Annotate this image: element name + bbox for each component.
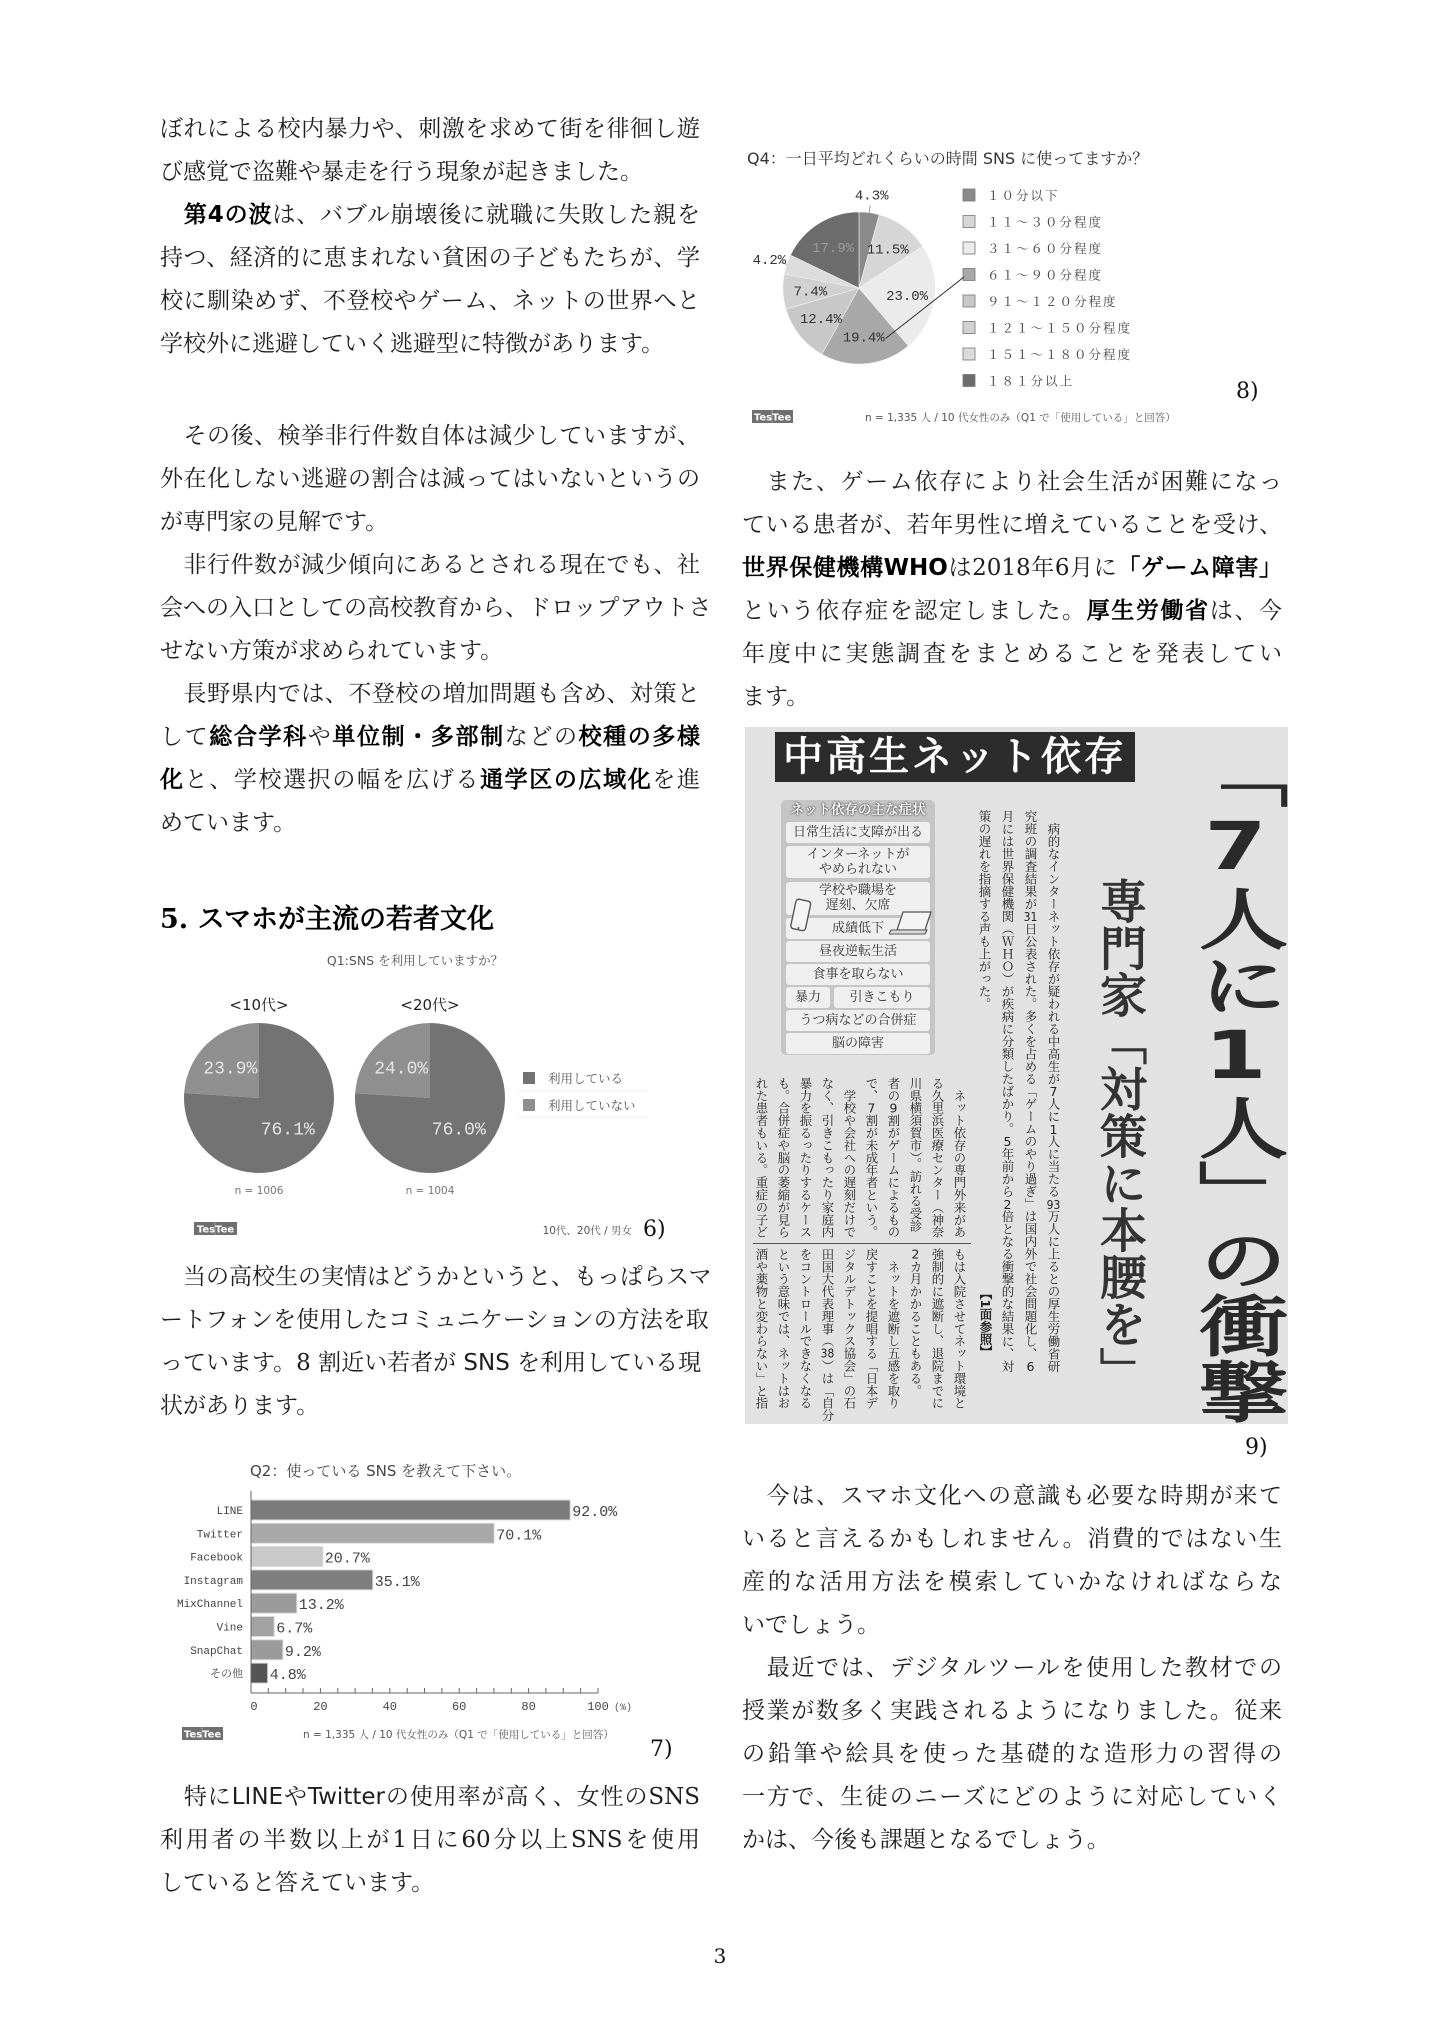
bar	[251, 1570, 373, 1590]
value-label: 35.1%	[374, 1573, 420, 1591]
symptom-item: 学校や職場を 遅刻、欠席	[786, 882, 930, 915]
legend-label: １５１～１８０分程度	[987, 347, 1133, 362]
text-run: 持つ、経済的に恵まれない貧困の子どもたちが、学	[160, 245, 700, 271]
text-line	[742, 633, 1282, 676]
text-run: の使用率が高く、女性のSNS	[384, 1784, 700, 1810]
slice-label: 76.0%	[431, 1120, 486, 1141]
text-run: 月には世界保健機関（ＷＨＯ）が疾病に分類したばかり。	[1000, 810, 1015, 1135]
text-run: また、ゲーム依存により社会生活が困難になっ	[742, 469, 1282, 495]
symptom-item: 食事を取らない	[786, 964, 930, 985]
symptom-item: 成績低下	[786, 918, 930, 939]
slice-label: 4.3%	[854, 188, 889, 205]
text-line	[742, 1561, 1282, 1604]
text-run: は2018年6月に	[947, 555, 1118, 581]
text-run: 外在化しない逃避の割合は減ってはいないというの	[160, 466, 700, 492]
text-run: や	[283, 1784, 308, 1810]
sample-size-20s: n = 1004	[405, 1185, 455, 1197]
text-run: 今は、スマホ文化への意識も必要な時期が来て	[742, 1483, 1282, 1509]
text-run: 策の遅れを指摘する声も上がった。	[977, 810, 992, 1010]
text-run: で、	[864, 1077, 879, 1102]
article-body-upper-tier	[750, 1077, 970, 1245]
legend-swatch-not-using	[523, 1099, 535, 1111]
body-text-block-smartphone-communication	[160, 1256, 712, 1428]
category-label: Instagram	[183, 1575, 243, 1588]
newspaper-column	[904, 1077, 926, 1232]
text-run: 万人に上るとの厚生労働省研	[1046, 1210, 1061, 1373]
text-line	[160, 323, 700, 366]
legend-swatch	[963, 269, 975, 281]
text-run: 年度中に実態調査をまとめることを発表してい	[742, 641, 1282, 667]
body-text-block-gaming-disorder	[742, 461, 1282, 719]
slice-label: 7.4%	[793, 284, 828, 301]
newspaper-column	[996, 810, 1019, 1373]
legend-swatch	[963, 375, 975, 387]
legend-label: １０分以下	[987, 188, 1060, 203]
newspaper-clipping	[745, 727, 1288, 1424]
chart-footnote: 10代、20代 / 男女	[542, 1225, 632, 1237]
newspaper-column	[794, 1077, 816, 1238]
text-run: 状があります。	[160, 1393, 320, 1419]
source-logo-text: TesTee	[183, 1729, 222, 1741]
citation-mark-9: 9)	[1245, 1435, 1268, 1460]
chart-title: Q1:SNS を利用していますか？	[326, 953, 504, 968]
x-tick-label: 60	[451, 1700, 467, 1714]
tier-divider	[753, 1243, 971, 1244]
text-run: れた患者もいる。重症の子ど	[754, 1077, 769, 1239]
bar-group	[177, 1491, 632, 1714]
bar	[251, 1547, 323, 1567]
text-run: び感覚で盗難や暴走を行う現象が起きました。	[160, 159, 643, 185]
text-line	[160, 759, 700, 802]
legend-label: １１～３０分程度	[987, 214, 1104, 230]
newspaper-column	[816, 1077, 838, 1238]
legend-label: １２１～１５０分程度	[987, 320, 1133, 336]
label-leader-line	[869, 205, 870, 213]
value-label: 6.7%	[276, 1620, 313, 1638]
smartphone-icon	[789, 898, 813, 934]
newspaper-column	[1042, 810, 1065, 1373]
legend-label: １８１分以上	[987, 373, 1075, 389]
text-run: その後、検挙非行件数自体は減少していますが、	[160, 423, 700, 449]
text-line	[160, 151, 700, 194]
text-run: 究班の調査結果が	[1023, 810, 1038, 910]
newspaper-column	[860, 1077, 882, 1238]
bar	[251, 1663, 268, 1683]
body-text-block-juvenile-waves	[160, 108, 700, 366]
text-run: 9	[889, 1101, 898, 1115]
category-label: その他	[210, 1669, 243, 1682]
text-line	[160, 280, 700, 323]
legend-label: ９１～１２０分程度	[987, 294, 1118, 309]
text-line	[742, 1475, 1282, 1518]
laptop-screen	[897, 912, 931, 930]
slice-label: 23.0%	[886, 288, 929, 305]
bar	[251, 1500, 570, 1520]
text-run: ネットを遮断し五感を取り	[886, 1248, 901, 1410]
legend-swatch	[963, 322, 975, 334]
slice-label: 12.4%	[799, 312, 842, 329]
text-run: 割が未成年者という。	[864, 1114, 879, 1239]
legend-label: ６１～９０分程度	[987, 267, 1104, 283]
newspaper-column	[838, 1248, 860, 1409]
chart-title: Q2：使っている SNS を教えて下さい。	[250, 1462, 522, 1480]
text-run: 年前から	[1000, 1147, 1015, 1198]
text-run: 学校外に逃避していく逃避型に特徴があります。	[160, 331, 665, 357]
text-line	[160, 1256, 712, 1299]
value-label: 13.2%	[298, 1597, 344, 1615]
article-body-lower-tier	[750, 1248, 970, 1422]
panel-label-10s: <10代>	[229, 996, 289, 1014]
citation-mark-6: 6)	[643, 1217, 666, 1242]
text-line	[160, 1862, 700, 1905]
body-text-block-digital-tools	[742, 1475, 1282, 1862]
text-run: という依存症を認定しました。	[742, 598, 1087, 624]
bar	[251, 1617, 274, 1637]
value-label: 70.1%	[496, 1527, 542, 1545]
text-run: なく、引きこもったり家庭内	[820, 1077, 835, 1239]
value-label: 92.0%	[572, 1504, 618, 1521]
bar	[251, 1640, 283, 1660]
article-headline: 「7人に1人」の衝撃	[1183, 742, 1288, 1424]
text-run: ートフォンを使用したコミュニケーションの方法を取	[160, 1307, 709, 1333]
text-line	[160, 1299, 709, 1342]
category-label: Facebook	[190, 1552, 243, 1565]
text-run: 31	[1023, 910, 1038, 923]
text-line	[742, 1647, 1282, 1690]
text-run: 川県横須賀市）。訪れる受診	[908, 1077, 923, 1232]
bar	[251, 1593, 297, 1613]
text-run: 6	[1026, 1360, 1035, 1373]
symptom-item: 暴力	[786, 987, 830, 1008]
phone-button	[798, 927, 800, 929]
newspaper-column	[882, 1248, 904, 1409]
latin-term: LINE	[231, 1784, 284, 1810]
pie-group	[184, 1023, 505, 1173]
text-run: カ月かかることもある。	[908, 1260, 923, 1397]
text-line	[160, 802, 700, 845]
text-run: 7	[867, 1101, 876, 1115]
text-line	[742, 590, 1282, 633]
slice-label: 11.5%	[866, 242, 909, 259]
text-line	[160, 630, 700, 673]
value-label: 20.7%	[324, 1550, 370, 1568]
text-line	[742, 1604, 1282, 1647]
bold-term: 校種の多様	[578, 724, 701, 750]
text-run: ている患者が、若年男性に増えていることを受け、	[742, 512, 1282, 538]
sample-size-10s: n = 1006	[234, 1185, 284, 1197]
bold-term: 厚生労働省	[1086, 598, 1210, 624]
text-run: 当の高校生の実情はどうかというと、もっぱらスマ	[160, 1264, 712, 1290]
text-run: 暴力を振るったりするケース	[798, 1077, 813, 1239]
text-run: 38	[820, 1347, 835, 1360]
text-run: 最近では、デジタルツールを使用した教材での	[742, 1655, 1282, 1681]
source-logo-text: TesTee	[196, 1224, 235, 1236]
text-run: 人に当たる	[1046, 1135, 1061, 1198]
symptom-box	[781, 800, 935, 1055]
newspaper-column	[838, 1077, 860, 1238]
text-run: を進	[652, 767, 701, 793]
x-tick-label: 40	[382, 1700, 398, 1714]
text-run: 酒や薬物と変わらない」と指	[754, 1248, 769, 1410]
text-run: いると言えるかもしれません。消費的ではない生	[742, 1526, 1282, 1552]
text-line	[742, 1819, 1282, 1862]
text-run: 者の	[886, 1077, 901, 1102]
page-number: 3	[713, 1944, 727, 1968]
text-run: ぼれによる校内暴力や、刺激を求めて街を徘徊し遊	[160, 116, 700, 142]
text-line	[160, 587, 712, 630]
newspaper-column	[1019, 810, 1042, 1373]
category-label: LINE	[216, 1506, 243, 1518]
symptom-item: インターネットが やめられない	[786, 846, 930, 878]
text-run: して	[160, 724, 210, 750]
newspaper-column	[948, 1248, 970, 1409]
symptom-item: 脳の障害	[786, 1033, 930, 1054]
q4-daily-sns-time-pie-chart	[740, 140, 1285, 430]
legend-swatch	[963, 295, 975, 307]
symptom-item: 昼夜逆転生活	[786, 941, 930, 962]
text-run: 2	[1003, 1197, 1012, 1210]
newspaper-column	[750, 1077, 772, 1238]
text-run: 2	[911, 1248, 920, 1261]
newspaper-column	[948, 1077, 970, 1238]
legend-swatch	[963, 189, 975, 201]
text-line	[160, 716, 700, 759]
text-run: 1	[1049, 1122, 1058, 1135]
text-run: が専門家の見解です。	[160, 509, 389, 535]
newspaper-column	[926, 1248, 948, 1409]
text-run: 人に	[1046, 1097, 1061, 1123]
text-line	[160, 458, 700, 501]
x-tick-label: 80	[521, 1700, 536, 1714]
x-tick-label: 20	[313, 1700, 328, 1714]
text-run: かは、今後も課題となるでしょう。	[742, 1827, 1110, 1853]
text-run: 93	[1046, 1197, 1061, 1210]
value-label: 4.8%	[269, 1667, 306, 1685]
text-line	[160, 501, 700, 544]
text-run: 戻すことを提唱する「日本デ	[864, 1248, 879, 1410]
bold-term: 通学区の広域化	[480, 767, 653, 793]
x-tick-label: 0	[250, 1700, 258, 1714]
pie-group	[753, 188, 1132, 389]
newspaper-column	[860, 1248, 882, 1409]
text-run: 7	[1049, 1085, 1058, 1098]
text-run: や	[307, 724, 333, 750]
value-label: 9.2%	[284, 1643, 321, 1661]
text-run: 日公表された。多くを占める「ゲームのやり過ぎ」は国内外で社会問題化し、	[1023, 922, 1038, 1360]
bold-term: 第4の波	[183, 202, 273, 228]
chart-footnote: n = 1,335 人 / 10 代女性のみ（Q1 で「使用している」と回答）	[865, 412, 1176, 424]
bold-term: 単位制・多部制	[332, 724, 505, 750]
text-run: 倍となる衝撃的な結果に、対	[1000, 1210, 1015, 1373]
category-label: SnapChat	[190, 1645, 243, 1658]
text-line	[160, 1819, 700, 1862]
text-line	[742, 547, 1282, 590]
newspaper-column	[772, 1077, 794, 1238]
legend-swatch	[963, 242, 975, 254]
text-run: る久里浜医療センター（神奈	[930, 1077, 945, 1239]
bold-term: 化	[160, 767, 185, 793]
newspaper-column	[882, 1077, 904, 1238]
text-run: ジタルデトックス協会」の石	[842, 1248, 857, 1410]
x-axis-unit: (%)	[614, 1703, 633, 1714]
text-run: ）は「自分	[820, 1359, 835, 1422]
text-line	[160, 1385, 700, 1428]
text-run: ネット依存の専門外来があ	[952, 1077, 967, 1239]
bar	[251, 1523, 494, 1543]
text-run: をコントロールできなくなる	[798, 1248, 813, 1410]
q2-sns-services-bar-chart	[176, 1455, 700, 1750]
source-logo-text: TesTee	[753, 412, 792, 424]
section-heading: 5. スマホが主流の若者文化	[160, 904, 495, 935]
text-line	[160, 108, 700, 151]
legend-label-using: 利用している	[548, 1071, 624, 1086]
x-tick-label: 100	[587, 1700, 609, 1714]
chart-footnote: n = 1,335 人 / 10 代女性のみ（Q1 で「使用している」と回答）	[303, 1729, 614, 1741]
text-run: していると答えています。	[160, 1870, 435, 1896]
text-run: 校に馴染めず、不登校やゲーム、ネットの世界へと	[160, 288, 700, 314]
slice-label: 23.9%	[203, 1059, 258, 1080]
bold-term: 世界保健機構WHO	[742, 555, 948, 581]
text-run: 学校や会社への遅刻だけで	[842, 1077, 857, 1239]
article-page-reference: 【1面参照】	[978, 1287, 993, 1359]
text-line	[742, 504, 1282, 547]
bold-term: 総合学科	[209, 724, 308, 750]
text-run: いでしょう。	[742, 1612, 880, 1638]
phone-body	[790, 899, 811, 931]
text-line	[742, 461, 1282, 504]
legend-swatch	[963, 216, 975, 228]
text-run: は、バブル崩壊後に就職に失敗した親を	[272, 202, 700, 228]
legend-label: ３１～６０分程度	[987, 241, 1104, 256]
symptom-item: うつ病などの合併症	[786, 1010, 930, 1031]
text-run: せない方策が求められています。	[160, 638, 504, 664]
text-line	[160, 237, 700, 280]
category-label: Twitter	[196, 1529, 243, 1542]
text-line	[160, 194, 700, 237]
symptom-item: 引きこもり	[834, 987, 930, 1008]
body-text-block-delinquency-measures	[160, 415, 712, 845]
text-line	[742, 1776, 1282, 1819]
newspaper-column	[926, 1077, 948, 1238]
laptop-icon	[889, 910, 933, 936]
text-run: 割がゲームによるもの	[886, 1114, 901, 1239]
category-label: MixChannel	[176, 1599, 243, 1612]
category-label: Vine	[216, 1622, 243, 1635]
text-run: 一方で、生徒のニーズにどのように対応していく	[742, 1784, 1282, 1810]
text-run: と、学校選択の幅を広げる	[184, 767, 481, 793]
text-run: も。合併症や脳の萎縮が見ら	[776, 1077, 791, 1239]
text-line	[742, 1690, 1282, 1733]
latin-term: SNS	[463, 1350, 510, 1376]
symptom-item: 日常生活に支障が出る	[786, 822, 930, 843]
text-line	[742, 1518, 1282, 1561]
text-run: ます。	[742, 684, 810, 710]
text-run: 産的な活用方法を模索していかなければならな	[742, 1569, 1282, 1595]
newspaper-column	[772, 1248, 794, 1409]
text-run: もは入院させてネット環境と	[952, 1248, 967, 1410]
text-run: を利用している現	[509, 1350, 702, 1376]
slice-label: 4.2%	[752, 252, 787, 269]
body-text-block-sns-usage	[160, 1776, 700, 1905]
text-line	[160, 415, 700, 458]
slice-label: 17.9%	[812, 240, 855, 257]
slice-label: 76.1%	[260, 1120, 315, 1141]
bold-term: 「ゲーム障害」	[1117, 555, 1283, 581]
q1-sns-usage-pie-charts	[160, 940, 680, 1240]
legend-swatch-using	[523, 1072, 535, 1084]
newspaper-column	[750, 1248, 772, 1409]
legend-label-not-using: 利用していない	[548, 1098, 636, 1113]
citation-mark-8: 8)	[1236, 379, 1259, 404]
symptom-box-title: ネット依存の主な症状	[790, 802, 926, 818]
text-run: 5	[1003, 1135, 1012, 1148]
text-run: 田国大代表理事（	[820, 1248, 835, 1348]
chart-title: Q4：一日平均どれくらいの時間 SNS に使ってますか？	[747, 149, 1149, 168]
citation-mark-7: 7)	[650, 1737, 673, 1762]
text-run: 強制的に遮断し、退院までに	[930, 1248, 945, 1410]
text-run: 非行件数が減少傾向にあるとされる現在でも、社	[160, 552, 700, 578]
text-line	[160, 1342, 700, 1385]
text-run: の鉛筆や絵具を使った基礎的な造形力の習得の	[742, 1741, 1282, 1767]
latin-term: Twitter	[307, 1784, 385, 1810]
text-line	[742, 676, 1282, 719]
text-line	[160, 673, 700, 716]
text-run: 会への入口としての高校教育から、ドロップアウトさ	[160, 595, 712, 621]
article-subheadline: 専門家「対策に本腰を」	[1092, 877, 1147, 1394]
slice-label: 19.4%	[842, 330, 885, 347]
panel-label-20s: <20代>	[400, 996, 460, 1014]
text-run: 特に	[160, 1784, 232, 1810]
text-run	[160, 202, 184, 228]
text-run: という意味では、ネットはお	[776, 1248, 791, 1410]
text-run: 利用者の半数以上が1日に60分以上SNSを使用	[160, 1827, 700, 1853]
text-run: 病的なインターネット依存が疑われる中高生が	[1046, 810, 1061, 1085]
text-run: めています。	[160, 810, 297, 836]
text-run: 長野県内では、不登校の増加問題も含め、対策と	[160, 681, 700, 707]
text-line	[160, 1776, 700, 1819]
legend-swatch	[963, 348, 975, 360]
newspaper-column	[973, 810, 996, 1010]
text-run: は、今	[1209, 598, 1283, 624]
newspaper-column	[794, 1248, 816, 1409]
newspaper-column	[816, 1248, 838, 1422]
slice-label: 24.0%	[374, 1059, 429, 1080]
text-line	[742, 1733, 1282, 1776]
text-run: っています。8 割近い若者が	[160, 1350, 464, 1376]
text-line	[160, 544, 700, 587]
clipping-banner: 中高生ネット依存	[775, 732, 1135, 782]
laptop-base	[889, 930, 927, 934]
text-run: などの	[504, 724, 579, 750]
text-run: 授業が数多く実践されるようになりました。従来	[742, 1698, 1282, 1724]
newspaper-column	[904, 1248, 926, 1397]
